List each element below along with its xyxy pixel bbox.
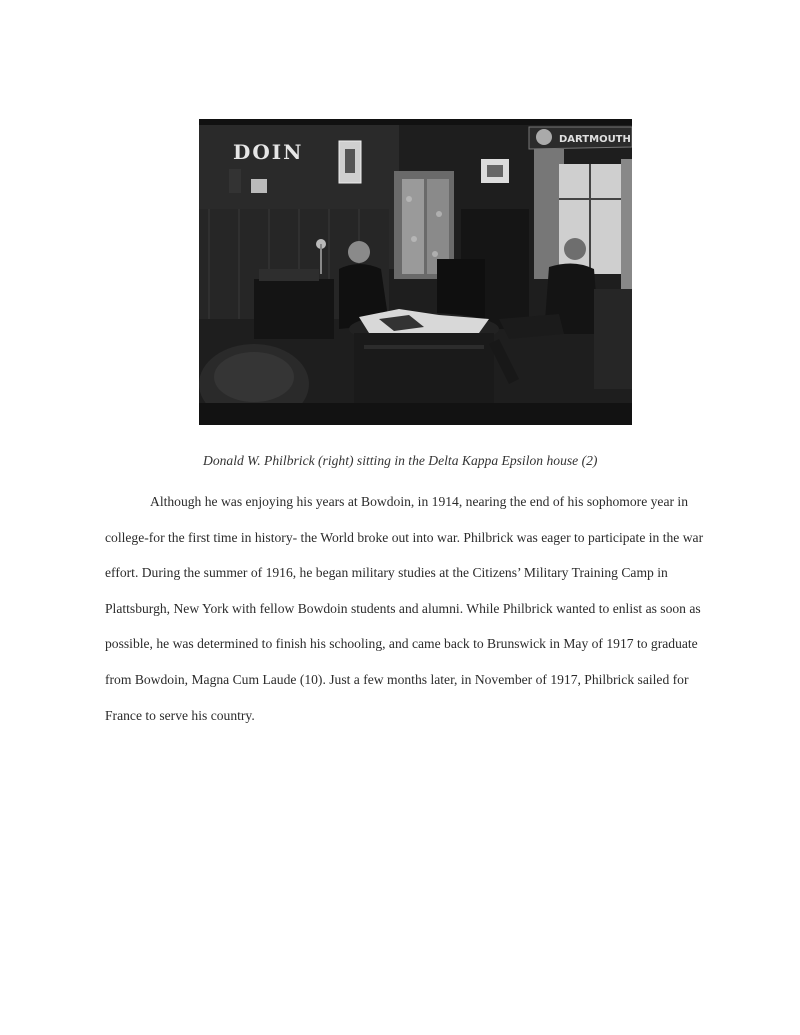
body-paragraph: [105, 484, 705, 733]
photo-caption: Donald W. Philbrick (right) sitting in the Delta Kappa Epsilon house (2): [203, 453, 598, 468]
historical-photograph: [199, 119, 632, 425]
paragraph-text: Although he was enjoying his years at Bowdoin, in 1914, nearing the end of his sophomore year in college-for the first time in history- the World broke out into war. Philbrick was eager to participate in the war effort. During the summer of 1916, he began military studies at the Citizens’ Military Training Camp in Plattsburgh, New York with fellow Bowdoin students and alumni. While Philbrick wanted to enlist as soon as possible, he was determined to finish his schooling, and came back to Brunswick in May of 1917 to graduate from Bowdoin, Magna Cum Laude (10). Just a few months later, in November of 1917, Philbrick sailed for France to serve his country.: [105, 494, 704, 723]
photo-illustration: [199, 119, 632, 425]
pennant-text: DARTMOUTH: [559, 134, 631, 145]
wall-sign-text: DOIN: [233, 140, 304, 164]
